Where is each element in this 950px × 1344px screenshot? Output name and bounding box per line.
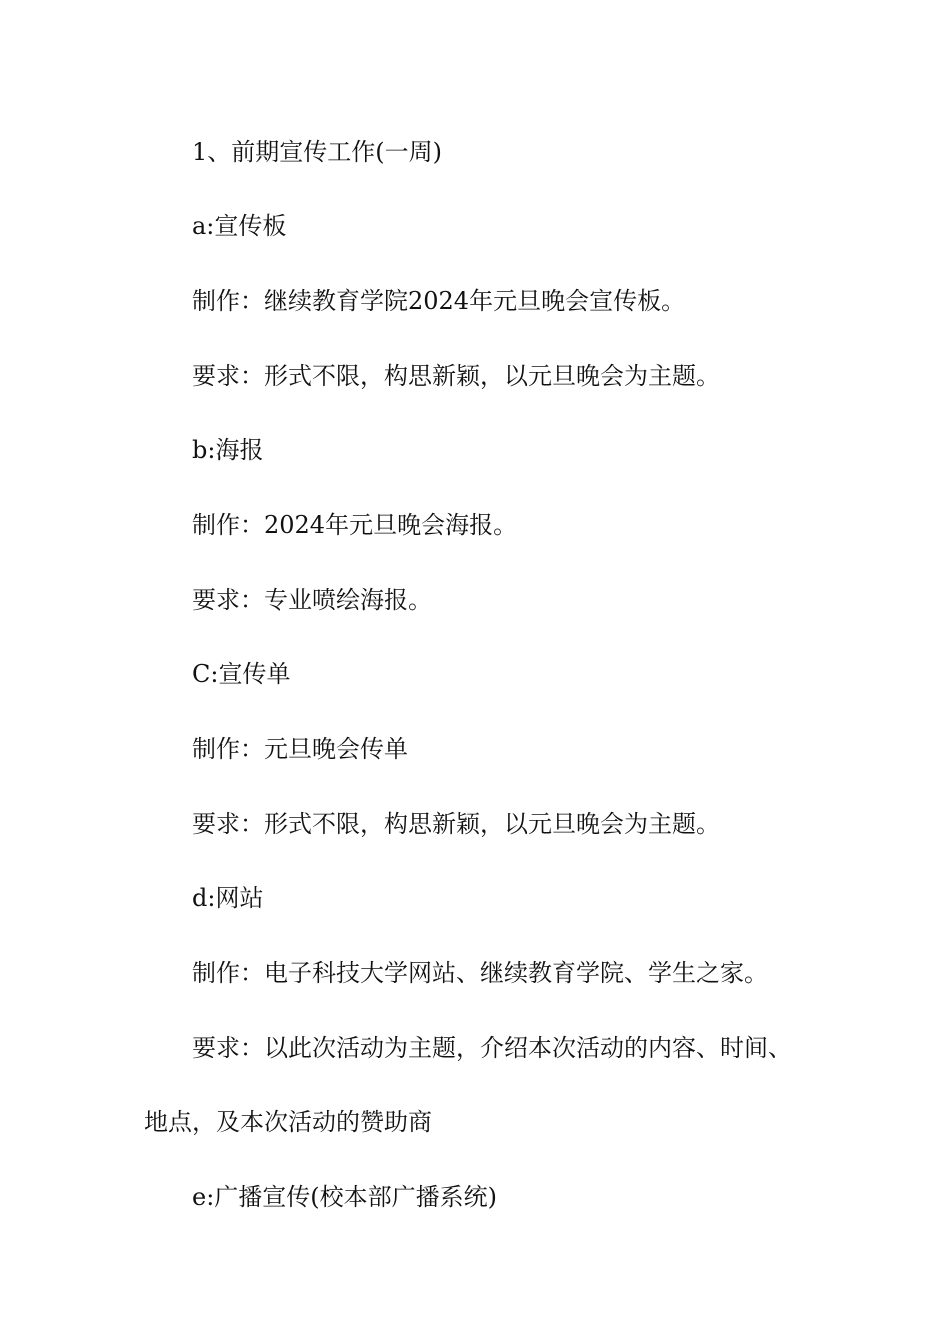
section-heading: 1、前期宣传工作(一周) bbox=[192, 138, 442, 166]
paragraph-line-continued: 地点，及本次活动的赞助商 bbox=[144, 1108, 432, 1136]
item-heading-b: b:海报 bbox=[192, 436, 264, 464]
paragraph-line: 制作：元旦晚会传单 bbox=[192, 735, 408, 763]
paragraph-line: 制作：电子科技大学网站、继续教育学院、学生之家。 bbox=[192, 959, 768, 987]
paragraph-line: 制作：继续教育学院2024年元旦晚会宣传板。 bbox=[192, 287, 686, 315]
paragraph-line: 要求：形式不限，构思新颖，以元旦晚会为主题。 bbox=[192, 810, 720, 838]
item-heading-d: d:网站 bbox=[192, 884, 264, 912]
item-heading-c: C:宣传单 bbox=[192, 660, 291, 688]
paragraph-line: 制作：2024年元旦晚会海报。 bbox=[192, 511, 518, 539]
paragraph-line: 要求：以此次活动为主题，介绍本次活动的内容、时间、 bbox=[192, 1034, 792, 1062]
paragraph-line: 要求：形式不限，构思新颖，以元旦晚会为主题。 bbox=[192, 362, 720, 390]
item-heading-a: a:宣传板 bbox=[192, 212, 287, 240]
paragraph-line: 要求：专业喷绘海报。 bbox=[192, 586, 432, 614]
item-heading-e: e:广播宣传(校本部广播系统) bbox=[192, 1183, 498, 1211]
